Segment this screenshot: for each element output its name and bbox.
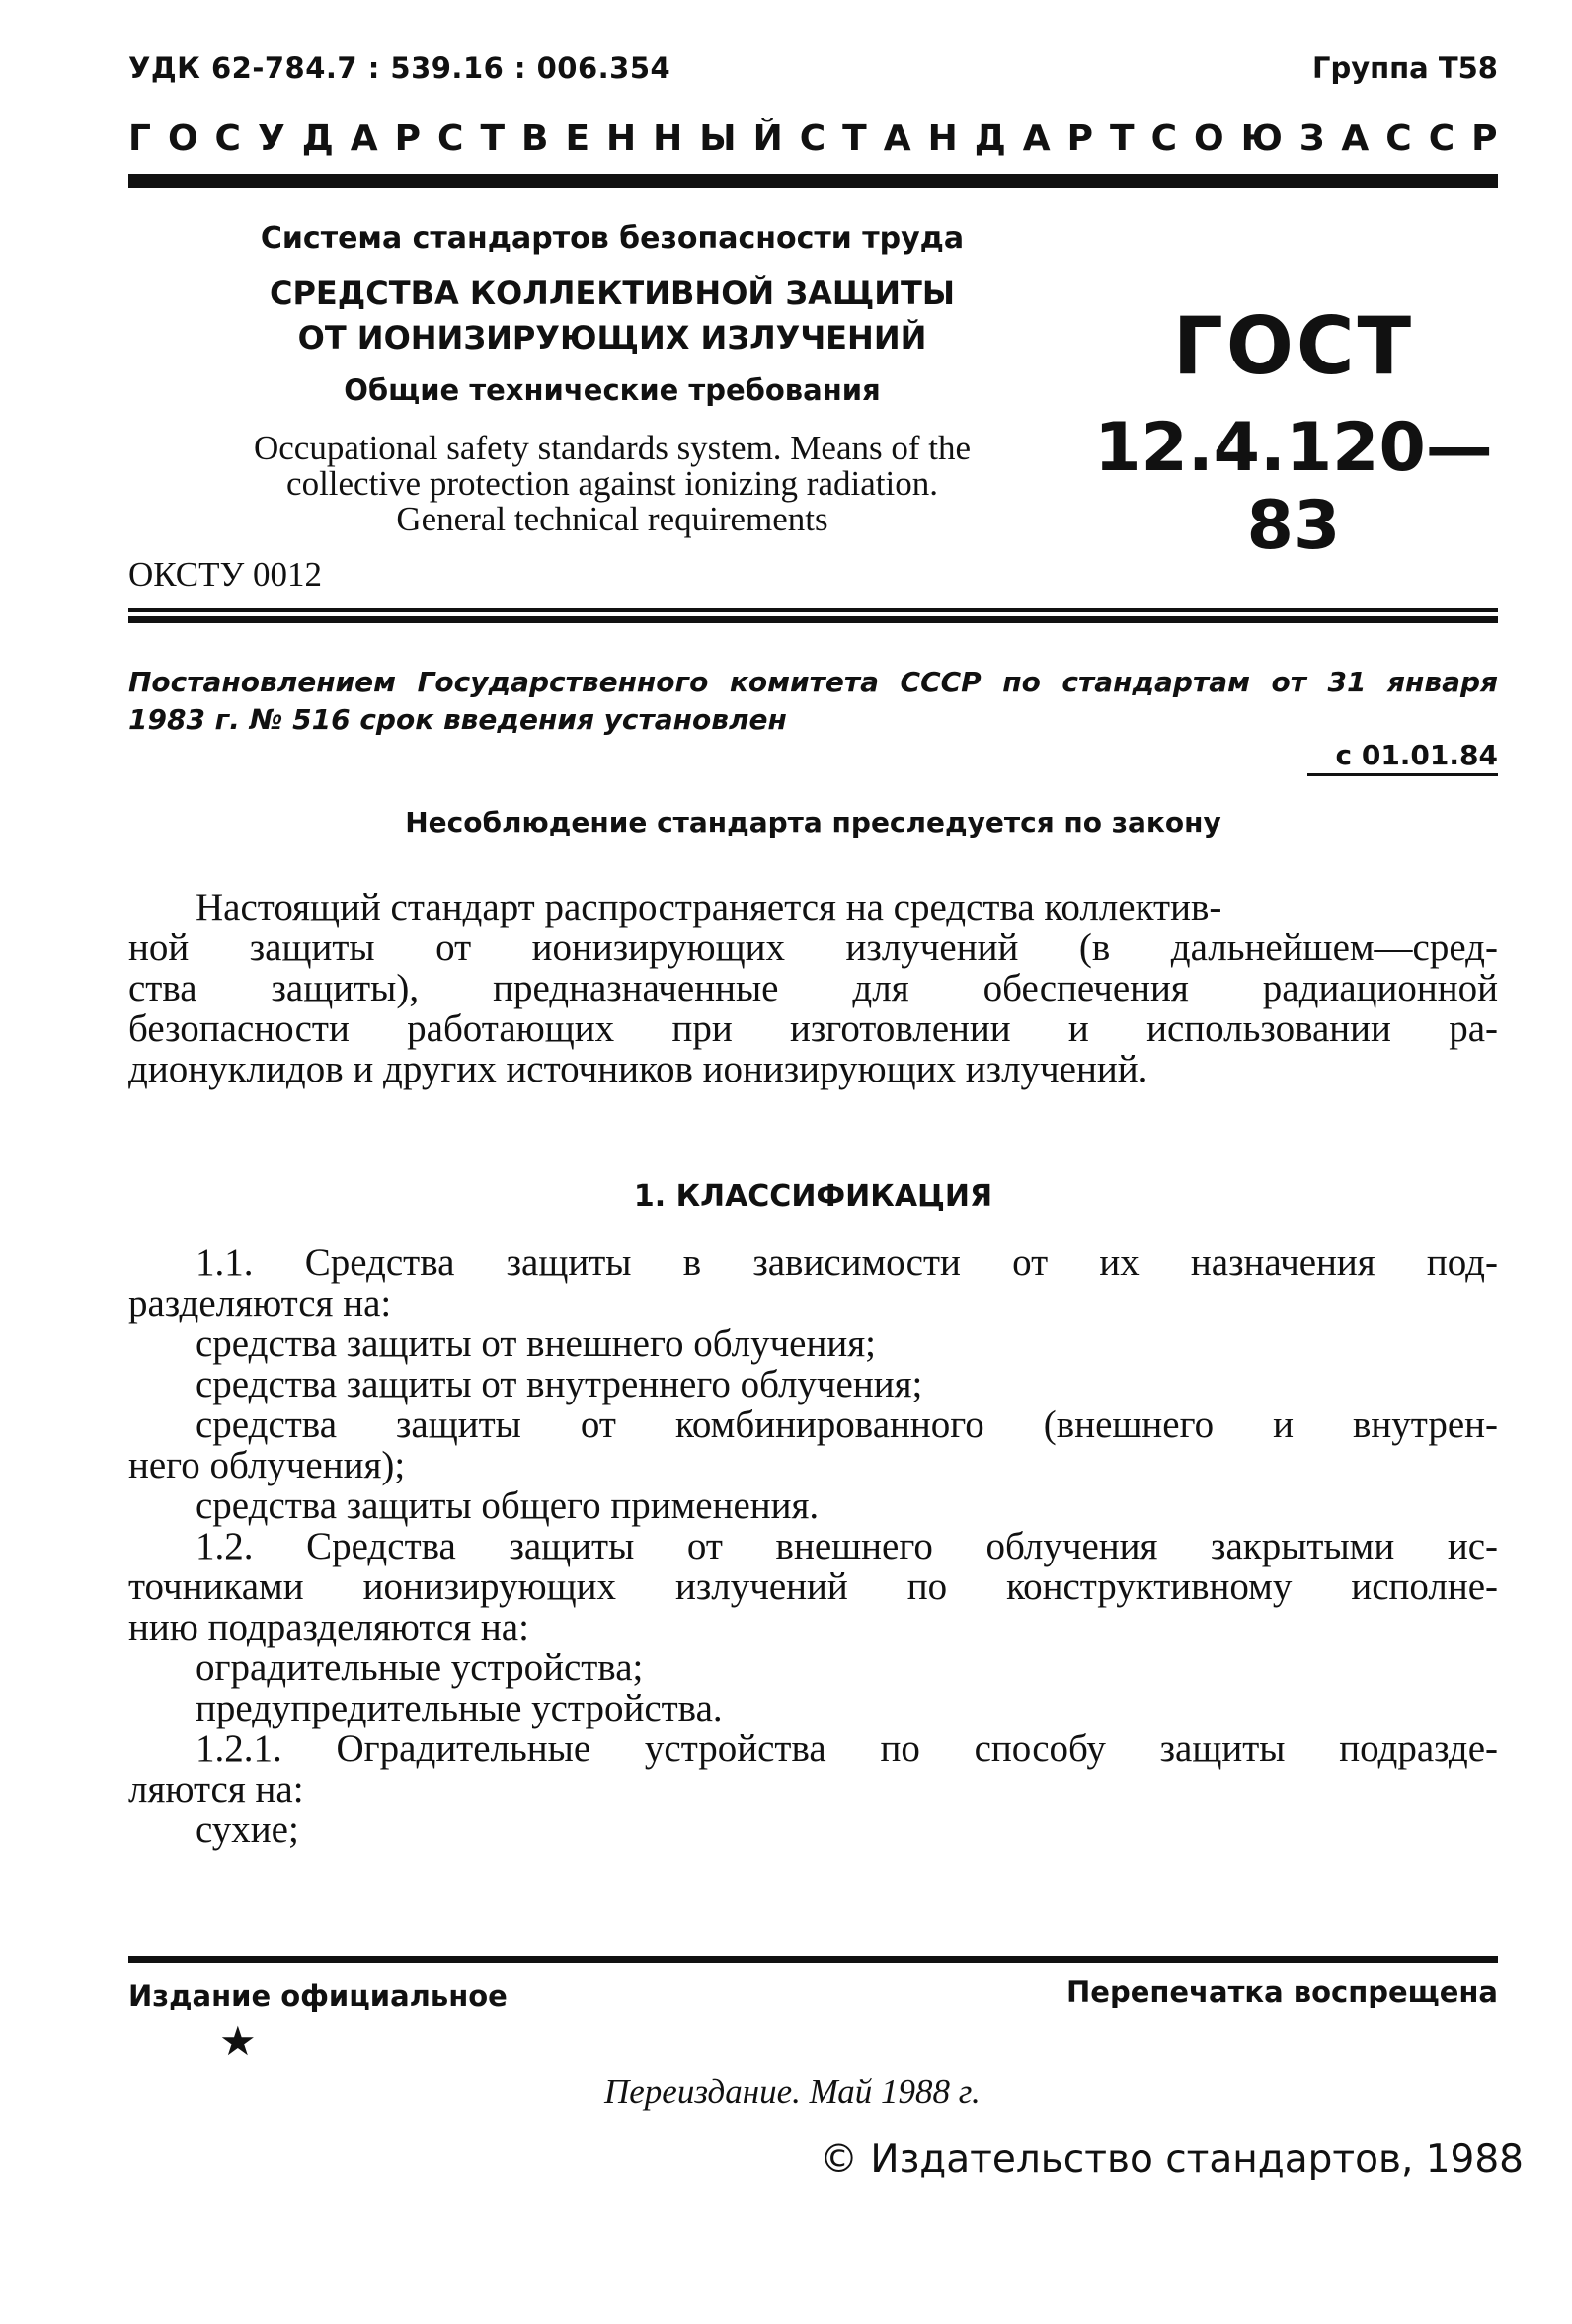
star-icon: ★ [219,2017,257,2065]
body-line: нию подразделяются на: [128,1606,529,1648]
title-rule-bottom [128,616,1498,623]
body-line: 1.1. Средства защиты в зависимости от их назначения под- [196,1242,1498,1284]
gost-label: ГОСТ [1172,300,1415,392]
footer-rule [128,1956,1498,1963]
title-rule-top [128,608,1498,612]
decree-line: Постановлением Государственного комитета СССР по стандартам от 31 января [128,666,1498,698]
penalty-notice: Несоблюдение стандарта преследуется по закону [405,806,1221,839]
body-line: него облучения); [128,1444,406,1486]
body-line: ляются на: [128,1768,304,1810]
body-line: предупредительные устройства. [196,1687,723,1729]
intro-line: Настоящий стандарт распространяется на средства коллектив- [196,886,1222,928]
intro-paragraph [128,887,1498,1089]
body-line: 1.2.1. Оградительные устройства по способу защиты подразде- [196,1727,1498,1770]
english-title-line: General technical requirements [396,500,828,538]
state-standard-banner [128,119,1515,159]
reprint-prohibited: Перепечатка воспрещена [1066,1975,1498,2009]
decree-text [128,664,1498,739]
gost-number: 12.4.120—83 [1094,409,1493,565]
document-title-line-1: СРЕДСТВА КОЛЛЕКТИВНОЙ ЗАЩИТЫ [269,275,956,312]
body-line: точниками ионизирующих излучений по конструктивному исполне- [128,1565,1498,1608]
english-title [158,431,1066,537]
classification-text [128,1242,1498,1850]
body-line: средства защиты от внутреннего облучения; [196,1363,923,1405]
intro-line: дионуклидов и других источников ионизирующих излучений. [128,1048,1148,1090]
english-title-line: collective protection against ionizing radiation. [286,464,938,503]
body-line: оградительные устройства; [196,1646,644,1689]
section-title: 1. КЛАССИФИКАЦИЯ [633,1179,993,1214]
reissue-note: Переиздание. Май 1988 г. [604,2072,981,2111]
udk-code: УДК 62-784.7 : 539.16 : 006.354 [128,51,671,85]
intro-line: ства защиты), предназначенные для обеспечения радиационной [128,967,1498,1009]
banner-word: ГОСУДАРСТВЕННЫЙ [128,119,800,159]
official-edition: Издание официальное [128,1979,508,2013]
document-title-line-2: ОТ ИОНИЗИРУЮЩИХ ИЗЛУЧЕНИЙ [297,319,927,357]
body-line: средства защиты общего применения. [196,1484,820,1527]
okstu-code: ОКСТУ 0012 [128,555,323,594]
banner-word: ССР [1385,119,1515,159]
body-line: средства защиты от комбинированного (внешнего и внутрен- [196,1403,1498,1446]
banner-word: СОЮЗА [1150,119,1386,159]
intro-line: ной защиты от ионизирующих излучений (в дальнейшем—сред- [128,926,1498,969]
intro-line: безопасности работающих при изготовлении и использовании ра- [128,1007,1498,1050]
banner-word: СТАНДАРТ [799,119,1151,159]
body-line: 1.2. Средства защиты от внешнего облучения закрытыми ис- [196,1525,1498,1567]
decree-line: 1983 г. № 516 срок введения установлен [128,703,787,736]
document-subtitle: Общие технические требования [344,373,881,407]
group-code: Группа Т58 [1311,51,1498,85]
body-line: сухие; [196,1808,299,1851]
body-line: разделяются на: [128,1282,392,1324]
system-name: Система стандартов безопасности труда [260,221,965,256]
english-title-line: Occupational safety standards system. Means of the [253,429,972,467]
header-rule [128,174,1498,188]
publisher-copyright: © Издательство стандартов, 1988 [820,2137,1524,2182]
effective-date: с 01.01.84 [1307,739,1498,776]
body-line: средства защиты от внешнего облучения; [196,1322,877,1365]
